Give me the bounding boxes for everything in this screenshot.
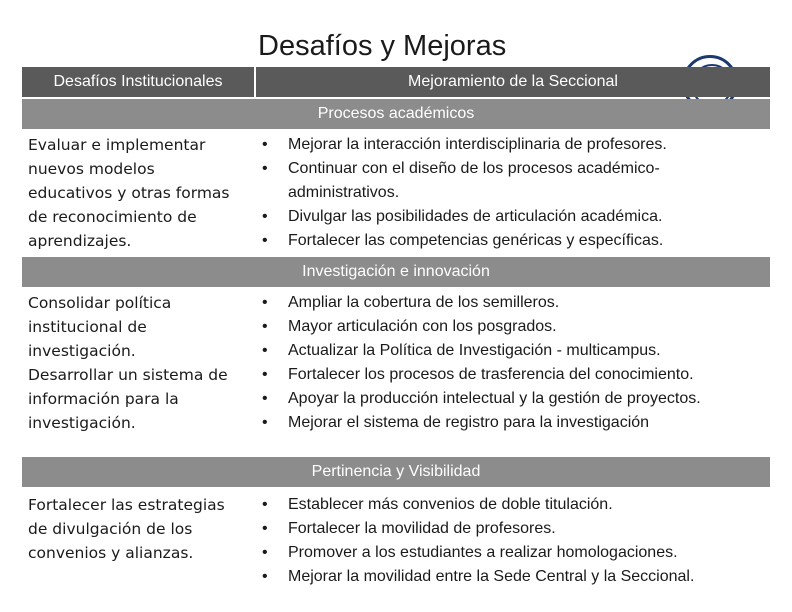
list-item: • Actualizar la Política de Investigación - multicampus.	[258, 339, 770, 363]
challenge-line: investigación.	[28, 342, 136, 360]
challenge-text	[28, 133, 250, 253]
header-challenges: Desafíos Institucionales	[22, 67, 254, 97]
header-improvements: Mejoramiento de la Seccional	[254, 67, 770, 97]
list-item: • Fortalecer los procesos de trasferencia del conocimiento.	[258, 363, 770, 387]
challenge-line: Desarrollar un sistema de	[28, 366, 228, 384]
challenge-text	[28, 291, 250, 435]
list-item: • Ampliar la cobertura de los semilleros.	[258, 291, 770, 315]
list-item: • Mejorar la movilidad entre la Sede Central y la Seccional.	[258, 565, 770, 589]
section-heading-label: Procesos académicos	[317, 105, 475, 122]
improvement-list	[258, 291, 770, 435]
challenge-line: convenios y alianzas.	[28, 544, 194, 562]
section-research	[22, 289, 770, 455]
page-title: Desafíos y Mejoras	[258, 30, 507, 62]
list-item: • Apoyar la producción intelectual y la gestión de proyectos.	[258, 387, 770, 411]
section-heading-research	[22, 257, 770, 287]
list-item: • Mayor articulación con los posgrados.	[258, 315, 770, 339]
challenge-text	[28, 493, 250, 565]
challenge-line: nuevos modelos	[28, 160, 155, 178]
challenge-line: educativos y otras formas	[28, 184, 230, 202]
section-heading-relevance	[22, 457, 770, 487]
list-item: • Continuar con el diseño de los procesos académico- administrativos.	[258, 157, 770, 205]
challenge-line: Consolidar política	[28, 294, 172, 312]
list-item: • Fortalecer la movilidad de profesores.	[258, 517, 770, 541]
challenge-line: aprendizajes.	[28, 232, 132, 250]
section-heading-label: Investigación e innovación	[302, 263, 490, 280]
challenge-line: Fortalecer las estrategias	[28, 496, 225, 514]
challenge-line: de reconocimiento de	[28, 208, 197, 226]
improvement-list	[258, 493, 770, 589]
list-item: • Fortalecer las competencias genéricas y específicas.	[258, 229, 770, 253]
section-relevance	[22, 491, 770, 601]
list-item: • Promover a los estudiantes a realizar homologaciones.	[258, 541, 770, 565]
challenge-line: de divulgación de los	[28, 520, 193, 538]
challenge-line: institucional de	[28, 318, 147, 336]
section-heading-label: Pertinencia y Visibilidad	[311, 463, 481, 480]
list-item: • Mejorar el sistema de registro para la investigación	[258, 411, 770, 435]
challenge-line: información para la	[28, 390, 179, 408]
section-heading-academic	[22, 99, 770, 129]
challenge-line: Evaluar e implementar	[28, 136, 206, 154]
improvement-list	[258, 133, 770, 253]
section-academic	[22, 131, 770, 255]
list-item: • Divulgar las posibilidades de articulación académica.	[258, 205, 770, 229]
challenge-line: investigación.	[28, 414, 136, 432]
list-item: • Establecer más convenios de doble titulación.	[258, 493, 770, 517]
list-item: • Mejorar la interacción interdisciplinaria de profesores.	[258, 133, 770, 157]
